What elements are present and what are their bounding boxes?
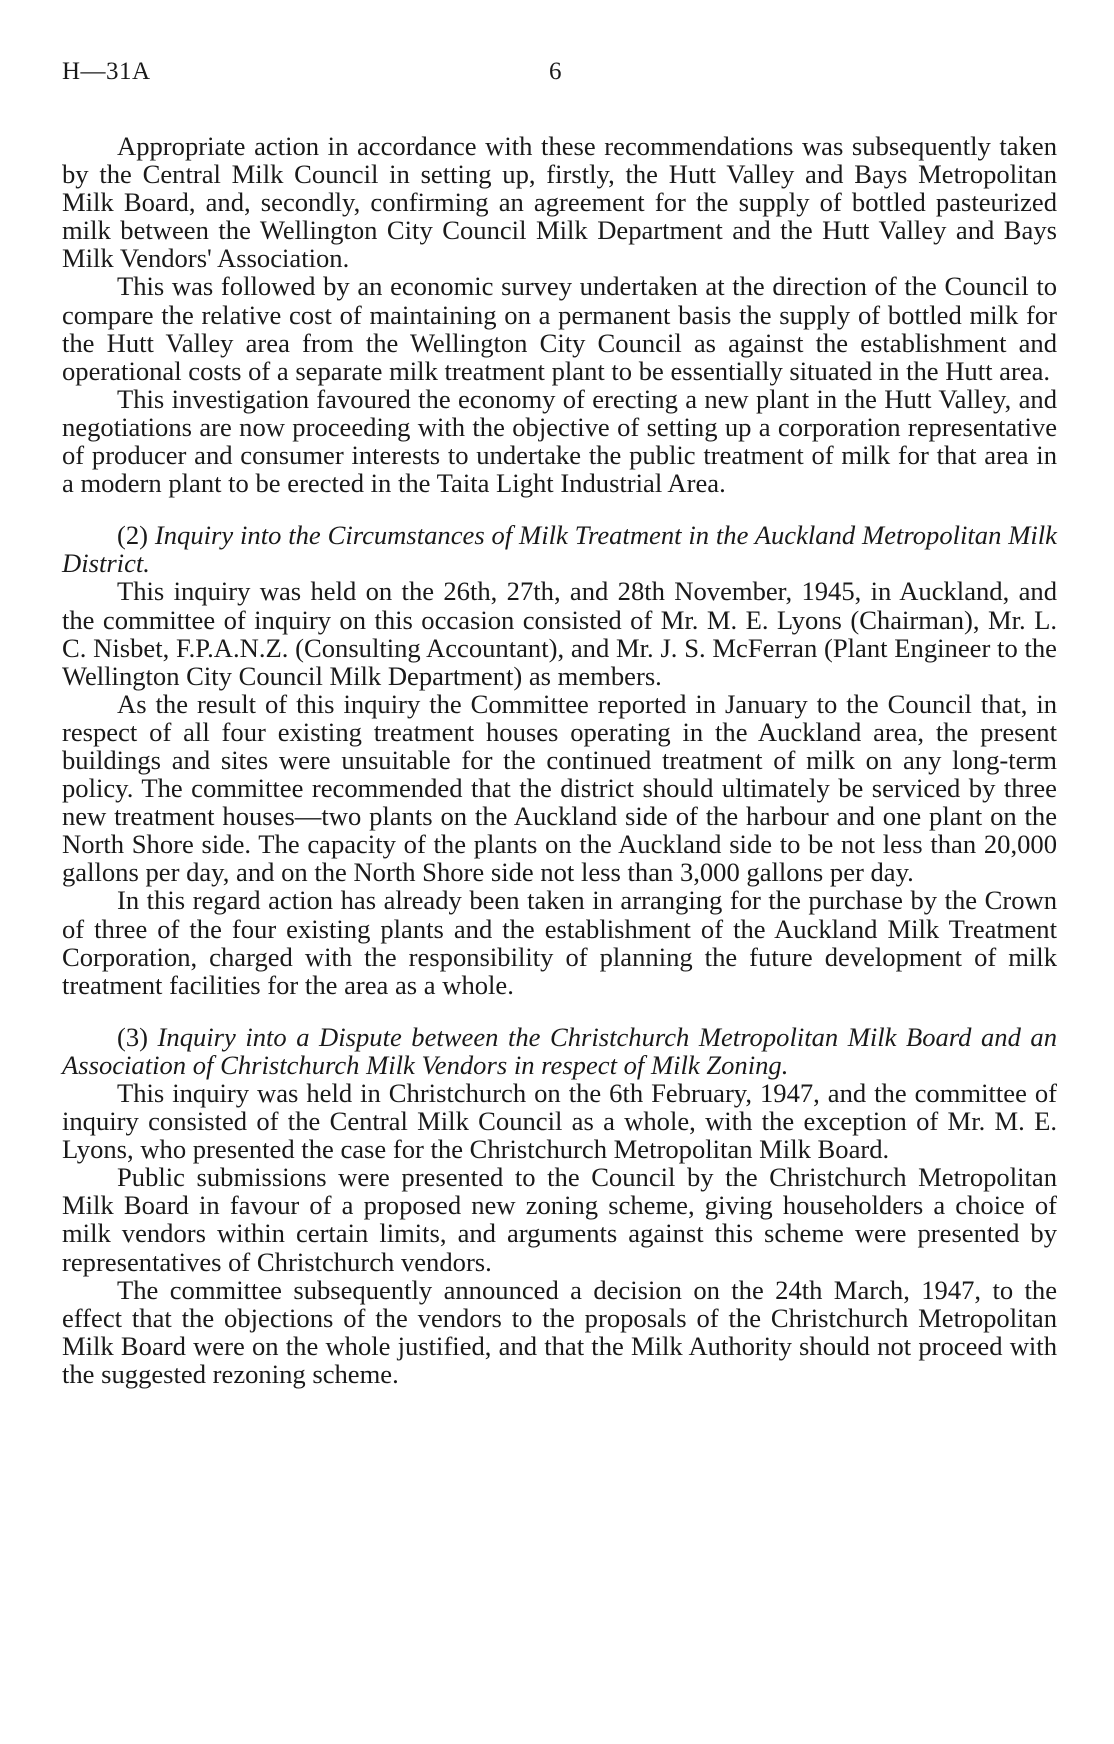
section-2-title: Inquiry into the Circumstances of Milk Treatment in the Auckland Metropolitan Milk District. bbox=[62, 520, 1057, 579]
section-3-paragraph-2: Public submissions were presented to the Council by the Christchurch Metropolitan Milk Board in favour of a proposed new zoning scheme, giving householders a choice of milk vendors within certain limits, and arguments against this scheme were presented by representatives of Christchurch vendors. bbox=[62, 1162, 1057, 1277]
paragraph-intro-3: This investigation favoured the economy of erecting a new plant in the Hutt Valley, and negotiations are now proceeding with the objective of setting up a corporation representative of producer and consumer interests to undertake the public treatment of milk for that area in a modern plant to be erected in the Taita Light Industrial Area. bbox=[62, 383, 1057, 499]
section-2-paragraph-2: As the result of this inquiry the Committee reported in January to the Council that, in respect of all four existing treatment houses operating in the Auckland area, the present buildings and sites were unsuitable for the continued treatment of milk on any long-term policy. The committee recommended that the district should ultimately be serviced by three new treatment houses—two plants on the Auckland side of the harbour and one plant on the North Shore side. The capacity of the plants on the Auckland side to be not less than 20,000 gallons per day, and on the North Shore side not less than 3,000 gallons per day. bbox=[62, 688, 1057, 888]
section-2-heading bbox=[62, 521, 1057, 577]
section-2-paragraph-1: This inquiry was held on the 26th, 27th, and 28th November, 1945, in Auckland, and the committee of inquiry on this occasion consisted of Mr. M. E. Lyons (Chairman), Mr. L. C. Nisbet, F.P.A.N.Z. (Consulting Accountant), and Mr. J. S. McFerran (Plant Engineer to the Wellington City Council Milk Department) as members. bbox=[62, 576, 1057, 691]
section-3-heading bbox=[62, 1023, 1057, 1079]
page-number: 6 bbox=[549, 58, 562, 85]
document-code: H—31A bbox=[62, 58, 151, 85]
page-header bbox=[62, 48, 1057, 88]
section-2-number: (2) bbox=[117, 520, 149, 551]
paragraph-intro-2: This was followed by an economic survey undertaken at the direction of the Council to compare the relative cost of maintaining on a permanent basis the supply of bottled milk for the Hutt Valley area from the Wellington City Council as against the establishment and operational costs of a separate milk treatment plant to be essentially situated in the Hutt area. bbox=[62, 271, 1057, 386]
paragraph-intro-1: Appropriate action in accordance with these recommendations was subsequently taken by the Central Milk Council in setting up, firstly, the Hutt Valley and Bays Metropolitan Milk Board, and, secondly, confirming an agreement for the supply of bottled pasteurized milk between the Wellington City Council Milk Department and the Hutt Valley and Bays Milk Vendors' Association. bbox=[62, 131, 1057, 274]
section-3-title: Inquiry into a Dispute between the Christchurch Metropolitan Milk Board and an Association of Christchurch Milk Vendors in respect of Milk Zoning. bbox=[62, 1021, 1057, 1080]
document-page bbox=[62, 48, 1057, 1388]
section-2-paragraph-3: In this regard action has already been taken in arranging for the purchase by the Crown of three of the four existing plants and the establishment of the Auckland Milk Treatment Corporation, charged with the responsibility of planning the future development of milk treatment facilities for the area as a whole. bbox=[62, 885, 1057, 1000]
section-3-number: (3) bbox=[117, 1021, 149, 1052]
page-body bbox=[62, 132, 1057, 1388]
section-3-paragraph-1: This inquiry was held in Christchurch on the 6th February, 1947, and the committee of inquiry consisted of the Central Milk Council as a whole, with the exception of Mr. M. E. Lyons, who presented the case for the Christchurch Metropolitan Milk Board. bbox=[62, 1078, 1057, 1165]
section-3-paragraph-3: The committee subsequently announced a decision on the 24th March, 1947, to the effect that the objections of the vendors to the proposals of the Christchurch Metropolitan Milk Board were on the whole justified, and that the Milk Authority should not proceed with the suggested rezoning scheme. bbox=[62, 1274, 1057, 1389]
